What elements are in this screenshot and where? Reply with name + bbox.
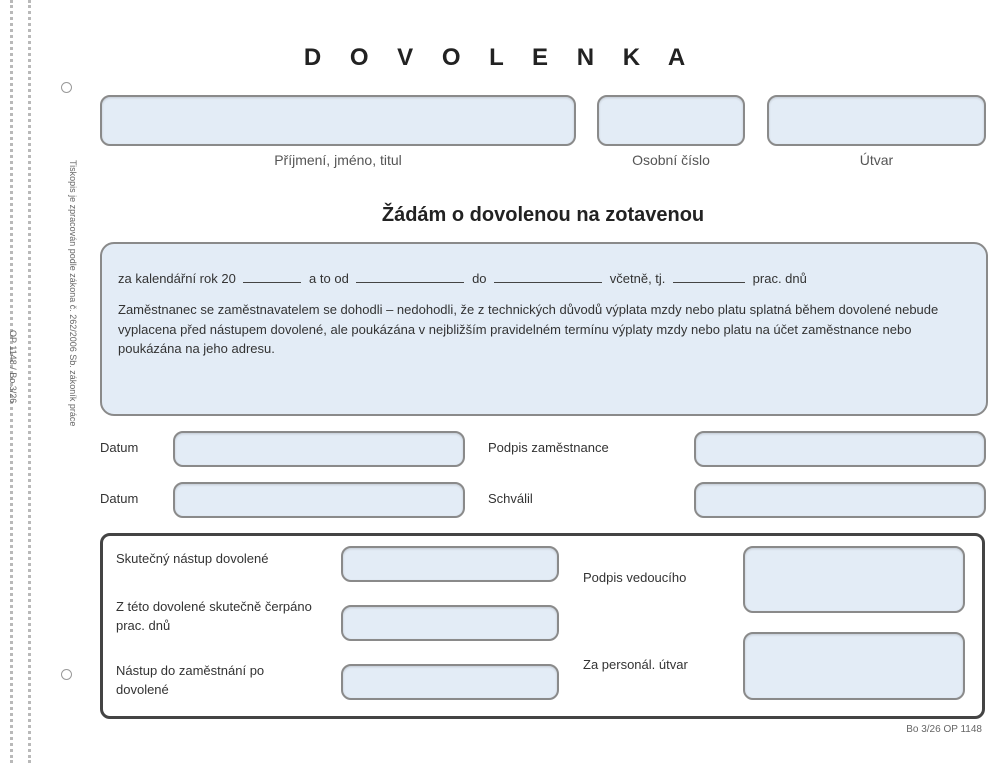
name-field[interactable] xyxy=(100,95,576,146)
form-title: D O V O L E N K A xyxy=(303,44,697,71)
form-code: Bo 3/26 OP 1148 xyxy=(906,724,982,735)
actual-start-field[interactable] xyxy=(341,546,559,582)
name-caption: Příjmení, jméno, titul xyxy=(274,152,402,168)
manager-signature-field[interactable] xyxy=(743,546,965,613)
taken-days-field[interactable] xyxy=(341,605,559,641)
from-blank[interactable] xyxy=(356,270,464,283)
days-blank[interactable] xyxy=(673,270,745,283)
for-department-label: Za personál. útvar xyxy=(583,657,688,672)
days-label: prac. dnů xyxy=(752,271,807,286)
agreement-paragraph: Zaměstnanec se zaměstnavatelem se dohodli – nedohodli, že z technických důvodů výplata mzdy nebo platu splatná během dovolené nebude vyplacena před nástupem dovolené, ale poukázána v nejbližším pravidelném termínu výplaty mzdy nebo platu na účet zaměstnance nebo poukázána na jeho adresu. xyxy=(118,302,939,356)
approved-field[interactable] xyxy=(694,482,986,518)
actual-start-label: Skutečný nástup dovolené xyxy=(116,551,269,566)
date-label-1: Datum xyxy=(100,440,139,455)
to-label: do xyxy=(472,271,487,286)
request-line xyxy=(118,270,970,286)
year-blank[interactable] xyxy=(243,270,301,283)
side-note: Tiskopis je zpracován podle zákona č. 262/2006 Sb. zákoník práce xyxy=(68,160,78,427)
employee-signature-field[interactable] xyxy=(694,431,986,467)
department-caption: Útvar xyxy=(859,152,894,168)
return-to-work-label: Nástup do zaměstnání po dovolené xyxy=(116,663,265,697)
date-label-2: Datum xyxy=(100,491,139,506)
side-code: OP 1148 / Bo 3/26 xyxy=(8,330,18,404)
employee-signature-label: Podpis zaměstnance xyxy=(488,440,609,455)
year-prefix: za kalendářní rok 20 xyxy=(118,271,236,286)
request-heading: Žádám o dovolenou na zotavenou xyxy=(381,204,705,226)
personal-number-field[interactable] xyxy=(597,95,745,146)
date-field-1[interactable] xyxy=(173,431,465,467)
manager-signature-label: Podpis vedoucího xyxy=(583,570,687,585)
approved-label: Schválil xyxy=(488,491,533,506)
to-blank[interactable] xyxy=(494,270,602,283)
from-label: a to od xyxy=(309,271,349,286)
incl-label: včetně, tj. xyxy=(609,271,666,286)
return-to-work-field[interactable] xyxy=(341,664,559,700)
punch-hole-top xyxy=(61,82,72,93)
personal-number-caption: Osobní číslo xyxy=(632,152,710,168)
perforation-right xyxy=(28,0,31,763)
taken-days-label: Z této dovolené skutečně čerpáno prac. dnů xyxy=(116,599,312,633)
punch-hole-bottom xyxy=(61,669,72,680)
date-field-2[interactable] xyxy=(173,482,465,518)
department-field[interactable] xyxy=(767,95,986,146)
for-department-field[interactable] xyxy=(743,632,965,700)
request-box xyxy=(100,242,988,416)
